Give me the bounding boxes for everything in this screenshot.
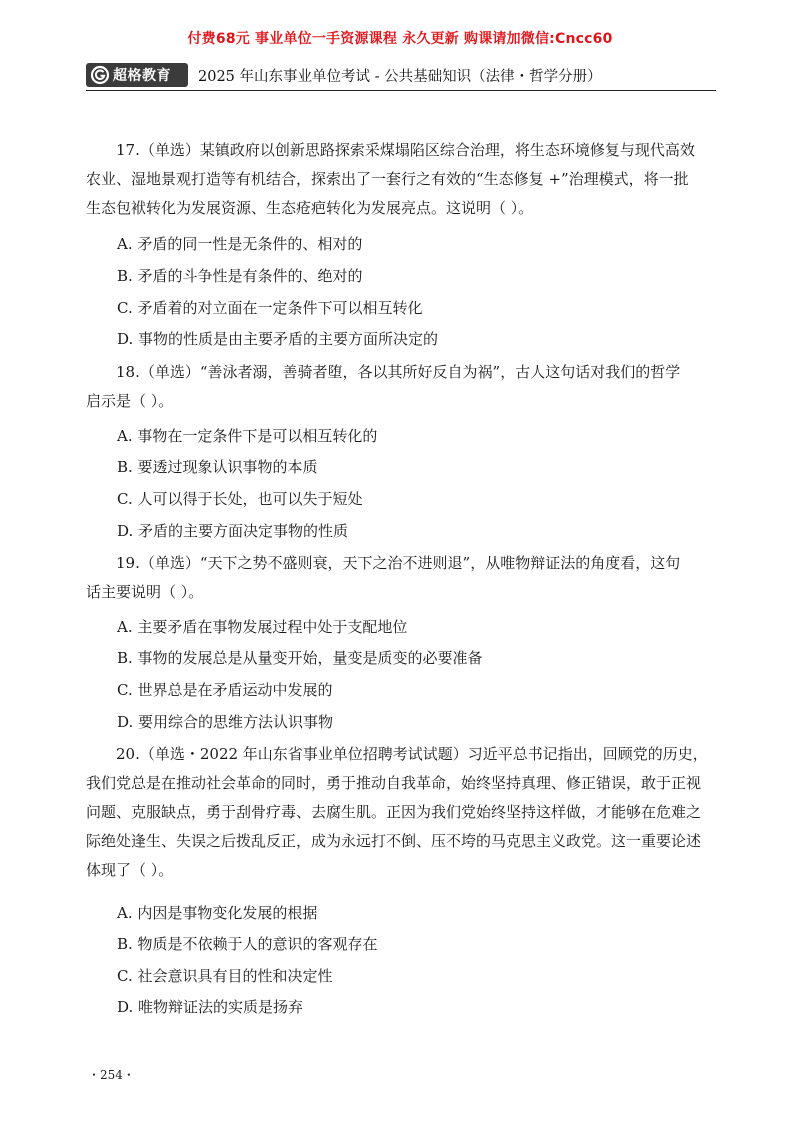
question-17-option-d: D. 事物的性质是由主要矛盾的主要方面所决定的	[117, 330, 439, 348]
page-number: ・254・	[88, 1068, 135, 1082]
document-title: 2025 年山东事业单位考试 - 公共基础知识（法律・哲学分册）	[198, 69, 602, 85]
logo-mark-icon	[90, 65, 110, 85]
question-18-option-a: A. 事物在一定条件下是可以相互转化的	[117, 427, 378, 445]
promo-banner: 付费68元 事业单位一手资源课程 永久更新 购课请加微信:Cncc60	[187, 31, 613, 47]
publisher-logo	[86, 63, 188, 87]
question-20-option-c: C. 社会意识具有目的性和决定性	[117, 967, 333, 985]
question-18-option-b: B. 要透过现象认识事物的本质	[117, 458, 318, 476]
question-text-line: 19.（单选）“天下之势不盛则衰，天下之治不进则退”，从唯物辩证法的角度看，这句	[116, 554, 681, 572]
question-text-line: 启示是（ ）。	[86, 392, 174, 410]
question-19-option-c: C. 世界总是在矛盾运动中发展的	[117, 681, 333, 699]
question-20-option-b: B. 物质是不依赖于人的意识的客观存在	[117, 935, 378, 953]
question-20-option-a: A. 内因是事物变化发展的根据	[117, 904, 318, 922]
question-19-option-b: B. 事物的发展总是从量变开始，量变是质变的必要准备	[117, 649, 483, 667]
question-19-stem	[86, 549, 716, 607]
logo-text: 超格教育	[113, 68, 171, 84]
question-18-stem	[86, 358, 716, 416]
question-18-option-c: C. 人可以得于长处，也可以失于短处	[117, 490, 363, 508]
question-text-line: 生态包袱转化为发展资源、生态疮疤转化为发展亮点。这说明（ ）。	[86, 199, 534, 217]
question-19-option-a: A. 主要矛盾在事物发展过程中处于支配地位	[117, 618, 408, 636]
question-17-stem	[86, 136, 716, 223]
question-text-line: 我们党总是在推动社会革命的同时，勇于推动自我革命，始终坚持真理、修正错误，敢于正视	[86, 774, 702, 792]
question-20-stem	[86, 740, 716, 885]
question-17-option-a: A. 矛盾的同一性是无条件的、相对的	[117, 235, 363, 253]
question-text-line: 问题、克服缺点，勇于刮骨疗毒、去腐生肌。正因为我们党始终坚持这样做，才能够在危难之	[86, 803, 702, 821]
question-17-option-c: C. 矛盾着的对立面在一定条件下可以相互转化	[117, 299, 423, 317]
question-text-line: 话主要说明（ ）。	[86, 583, 204, 601]
question-text-line: 18.（单选）“善泳者溺，善骑者堕，各以其所好反自为祸”，古人这句话对我们的哲学	[116, 363, 681, 381]
page-header	[86, 60, 716, 91]
question-17-option-b: B. 矛盾的斗争性是有条件的、绝对的	[117, 267, 363, 285]
question-text-line: 际绝处逢生、失误之后拨乱反正，成为永远打不倒、压不垮的马克思主义政党。这一重要论述	[86, 832, 702, 850]
question-text-line: 体现了（ ）。	[86, 861, 174, 879]
question-text-line: 农业、湿地景观打造等有机结合，探索出了一套行之有效的“生态修复 +”治理模式，将一批	[86, 170, 689, 188]
question-19-option-d: D. 要用综合的思维方法认识事物	[117, 713, 334, 731]
question-20-option-d: D. 唯物辩证法的实质是扬弃	[117, 998, 304, 1016]
question-text-line: 17.（单选）某镇政府以创新思路探索采煤塌陷区综合治理，将生态环境修复与现代高效	[116, 141, 695, 159]
question-18-option-d: D. 矛盾的主要方面决定事物的性质	[117, 522, 349, 540]
question-text-line: 20.（单选・2022 年山东省事业单位招聘考试试题）习近平总书记指出，回顾党的历史，	[116, 745, 708, 763]
